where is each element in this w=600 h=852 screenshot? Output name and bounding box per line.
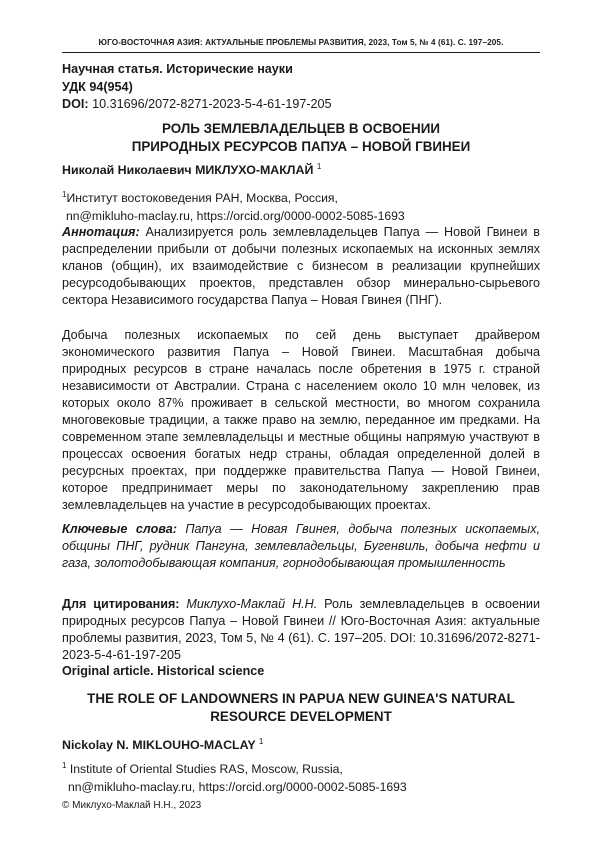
article-meta [62, 61, 332, 114]
keywords-label: Ключевые слова: [62, 522, 177, 536]
article-type: Научная статья. Исторические науки [62, 62, 293, 76]
keywords-text: Папуа — Новая Гвинея, добыча полезных ископаемых, общины ПНГ, рудник Пангуна, землевладельцы, Бугенвиль, добыча нефти и газа, золотодобывающая компания, горнодобывающая промышленность [62, 522, 540, 570]
affil-ru-sup: 1 [62, 190, 67, 199]
citation [62, 596, 540, 664]
abstract-body: Добыча полезных ископаемых по сей день выступает драйвером экономического развития Папуа – Новой Гвинеи. Масштабная добыча природных ресурсов в стране началась после обретения в 1975 г. страной независимости от Австралии. Страна с населением около 10 млн человек, из которых около 87% проживает в сельской местности, во многом сохранила многовековые традиции, а также право на землю, переданное им предками. На современном этапе землевладельцы и местные общины напрямую участвуют в процессах освоения богатых недр страны, обладая определенной долей в ресурсных проектах, при поддержке правительства Папуа — Новой Гвинеи, которое предпринимает меры по законодательному закреплению прав землевладельцев на участие в ресурсодобывающих проектах. [62, 328, 540, 512]
affiliation-ru [62, 186, 405, 225]
author-en [62, 737, 263, 752]
citation-text: Роль землевладельцев в освоении природных ресурсов Папуа – Новой Гвинеи // Юго-Восточная Азия: актуальные проблемы развития, 2023, Том 5, № 4 (61). С. 197–205. DOI: 10.31696/2072-8271-2023-5-4-61-197-205 [62, 597, 540, 662]
author-en-sup: 1 [258, 737, 264, 746]
citation-label: Для цитирования: [62, 597, 180, 611]
copyright: © Миклухо-Маклай Н.Н., 2023 [62, 800, 202, 811]
author-ru-sup: 1 [316, 162, 322, 171]
doi-label: DOI: [62, 97, 89, 111]
abstract [62, 224, 540, 309]
udk-code: УДК 94(954) [62, 79, 133, 94]
affil-en-sup: 1 [62, 761, 67, 770]
citation-author: Миклухо-Маклай Н.Н. [179, 597, 318, 611]
abstract-label: Аннотация: [62, 225, 140, 239]
title-ru-line-2: ПРИРОДНЫХ РЕСУРСОВ ПАПУА – НОВОЙ ГВИНЕИ [131, 139, 471, 154]
title-ru-line-1: РОЛЬ ЗЕМЛЕВЛАДЕЛЬЦЕВ В ОСВОЕНИИ [162, 121, 440, 136]
keywords [62, 521, 540, 572]
title-en-line-2: RESOURCE DEVELOPMENT [210, 709, 392, 724]
author-ru [62, 162, 321, 177]
abstract-text: Анализируется роль землевладельцев Папуа — Новой Гвинеи в распределении прибыли от добычи полезных ископаемых на исконных землях кланов (общин), их взаимодействие с бизнесом в реализации крупнейших ресурсодобывающих проектов, представлен обзор минерально-сырьевого сектора Независимого государства Папуа – Новая Гвинея (ПНГ). [62, 225, 540, 307]
author-en-name: Nickolay N. MIKLOUHO-MACLAY [62, 738, 256, 752]
running-header: ЮГО-ВОСТОЧНАЯ АЗИЯ: АКТУАЛЬНЫЕ ПРОБЛЕМЫ РАЗВИТИЯ, 2023, Том 5, № 4 (61). С. 197–205. [98, 38, 504, 47]
article-title-en [62, 690, 540, 726]
title-en-line-1: THE ROLE OF LANDOWNERS IN PAPUA NEW GUINEA'S NATURAL [87, 691, 515, 706]
affiliation-en [62, 757, 407, 796]
article-title-ru [62, 120, 540, 156]
author-ru-name: Николай Николаевич МИКЛУХО-МАКЛАЙ [62, 163, 314, 177]
doi-value: 10.31696/2072-8271-2023-5-4-61-197-205 [88, 97, 332, 111]
affil-ru-line-2: nn@mikluho-maclay.ru, https://orcid.org/0000-0002-5085-1693 [66, 208, 405, 223]
header-divider [62, 52, 540, 53]
affil-en-line-1: Institute of Oriental Studies RAS, Moscow, Russia, [69, 762, 343, 776]
doi [62, 96, 332, 114]
article-type-en: Original article. Historical science [62, 664, 265, 678]
affil-en-line-2: nn@mikluho-maclay.ru, https://orcid.org/0000-0002-5085-1693 [68, 779, 407, 794]
affil-ru-line-1: Институт востоковедения РАН, Москва, Россия, [66, 191, 338, 205]
